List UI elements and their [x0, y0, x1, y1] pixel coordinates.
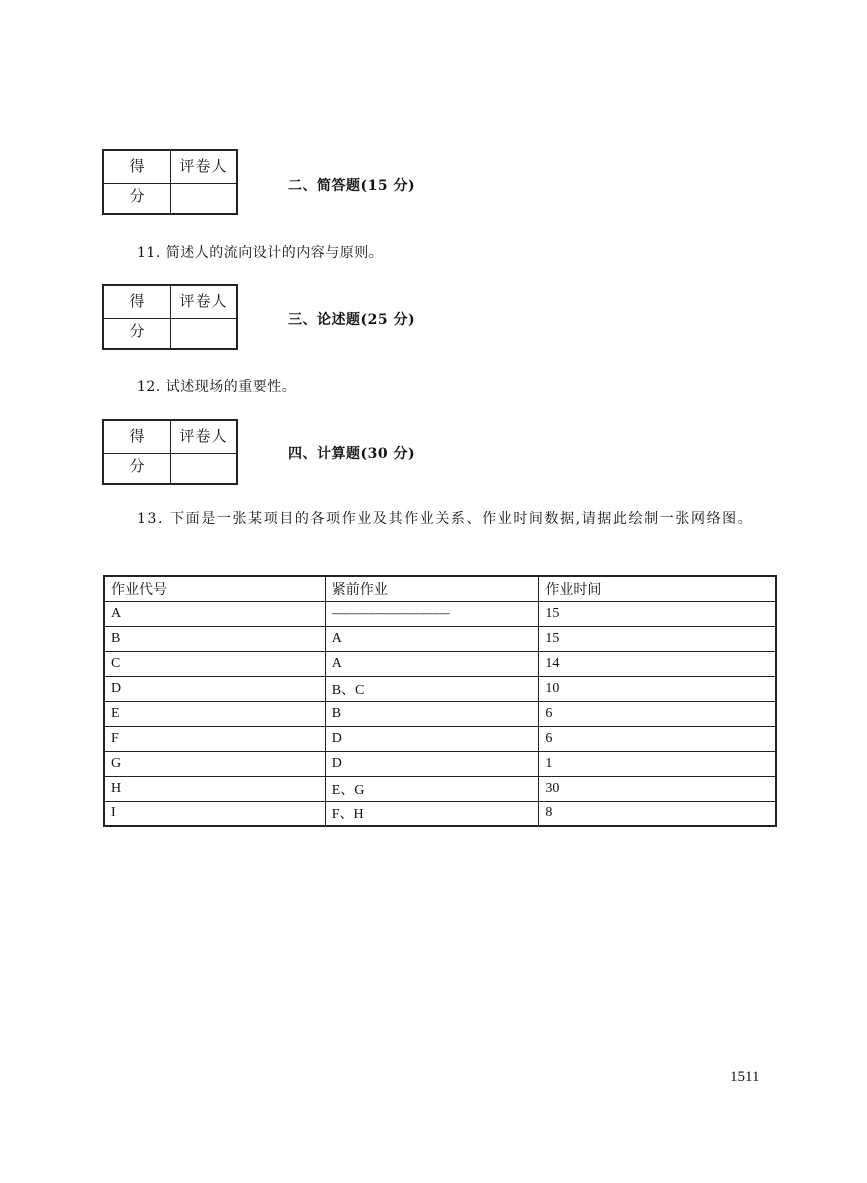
table-row — [104, 776, 776, 801]
header-activity-code: 作业代号 — [104, 576, 325, 601]
grader-label: 评卷人 — [179, 427, 228, 445]
cell-activity-code: D — [104, 676, 325, 701]
score-cell-label — [104, 421, 171, 475]
table-row — [104, 726, 776, 751]
table-row — [104, 651, 776, 676]
grader-entry-cell[interactable] — [171, 453, 236, 483]
cell-duration: 6 — [539, 726, 776, 751]
cell-duration: 8 — [539, 801, 776, 826]
cell-activity-code: G — [104, 751, 325, 776]
header-duration: 作业时间 — [539, 576, 776, 601]
score-box-header-row — [104, 286, 236, 340]
cell-duration: 10 — [539, 676, 776, 701]
score-entry-cell[interactable] — [104, 453, 171, 483]
cell-predecessor: A — [325, 651, 539, 676]
section-title-essay: 三、论述题(25 分) — [288, 312, 416, 328]
cell-predecessor: D — [325, 751, 539, 776]
cell-duration: 14 — [539, 651, 776, 676]
cell-duration: 30 — [539, 776, 776, 801]
score-entry-cell[interactable] — [104, 183, 171, 213]
cell-duration: 6 — [539, 701, 776, 726]
cell-activity-code: B — [104, 626, 325, 651]
grader-label: 评卷人 — [179, 292, 228, 310]
grader-cell-label — [171, 286, 236, 318]
score-box-section-4 — [102, 419, 238, 485]
score-label: 得 分 — [129, 292, 157, 340]
cell-predecessor: A — [325, 626, 539, 651]
table-row — [104, 751, 776, 776]
score-box-entry-row — [104, 183, 236, 213]
score-entry-cell[interactable] — [104, 318, 171, 348]
score-cell-label — [104, 286, 171, 340]
grader-cell-label — [171, 421, 236, 453]
score-cell-label — [104, 151, 171, 205]
question-12: 12. 试述现场的重要性。 — [137, 379, 297, 395]
cell-activity-code: E — [104, 701, 325, 726]
cell-duration: 15 — [539, 626, 776, 651]
table-row — [104, 626, 776, 651]
question-13: 13. 下面是一张某项目的各项作业及其作业关系、作业时间数据,请据此绘制一张网络图。 — [137, 511, 754, 527]
cell-activity-code: H — [104, 776, 325, 801]
table-row — [104, 801, 776, 826]
cell-predecessor: D — [325, 726, 539, 751]
table-row — [104, 701, 776, 726]
cell-predecessor: E、G — [325, 776, 539, 801]
score-label: 得 分 — [129, 157, 157, 205]
score-box-entry-row — [104, 453, 236, 483]
cell-activity-code: C — [104, 651, 325, 676]
activity-table — [103, 575, 777, 827]
page-number: 1511 — [730, 1069, 760, 1085]
grader-label: 评卷人 — [179, 157, 228, 175]
grader-entry-cell[interactable] — [171, 183, 236, 213]
table-header-row — [104, 576, 776, 601]
score-box-section-2 — [102, 149, 238, 215]
grader-cell-label — [171, 151, 236, 183]
section-title-short-answer: 二、简答题(15 分) — [288, 178, 416, 194]
cell-activity-code: A — [104, 601, 325, 626]
score-label: 得 分 — [129, 427, 157, 475]
cell-duration: 15 — [539, 601, 776, 626]
cell-activity-code: I — [104, 801, 325, 826]
cell-duration: 1 — [539, 751, 776, 776]
score-box-header-row — [104, 421, 236, 475]
grader-entry-cell[interactable] — [171, 318, 236, 348]
cell-activity-code: F — [104, 726, 325, 751]
score-box-header-row — [104, 151, 236, 205]
score-box-entry-row — [104, 318, 236, 348]
cell-predecessor: ————————— — [325, 601, 539, 626]
cell-predecessor: B — [325, 701, 539, 726]
table-row — [104, 601, 776, 626]
cell-predecessor: B、C — [325, 676, 539, 701]
section-title-calculation: 四、计算题(30 分) — [288, 446, 416, 462]
question-11: 11. 简述人的流向设计的内容与原则。 — [137, 245, 384, 261]
table-row — [104, 676, 776, 701]
cell-predecessor: F、H — [325, 801, 539, 826]
score-box-section-3 — [102, 284, 238, 350]
header-predecessor: 紧前作业 — [325, 576, 539, 601]
